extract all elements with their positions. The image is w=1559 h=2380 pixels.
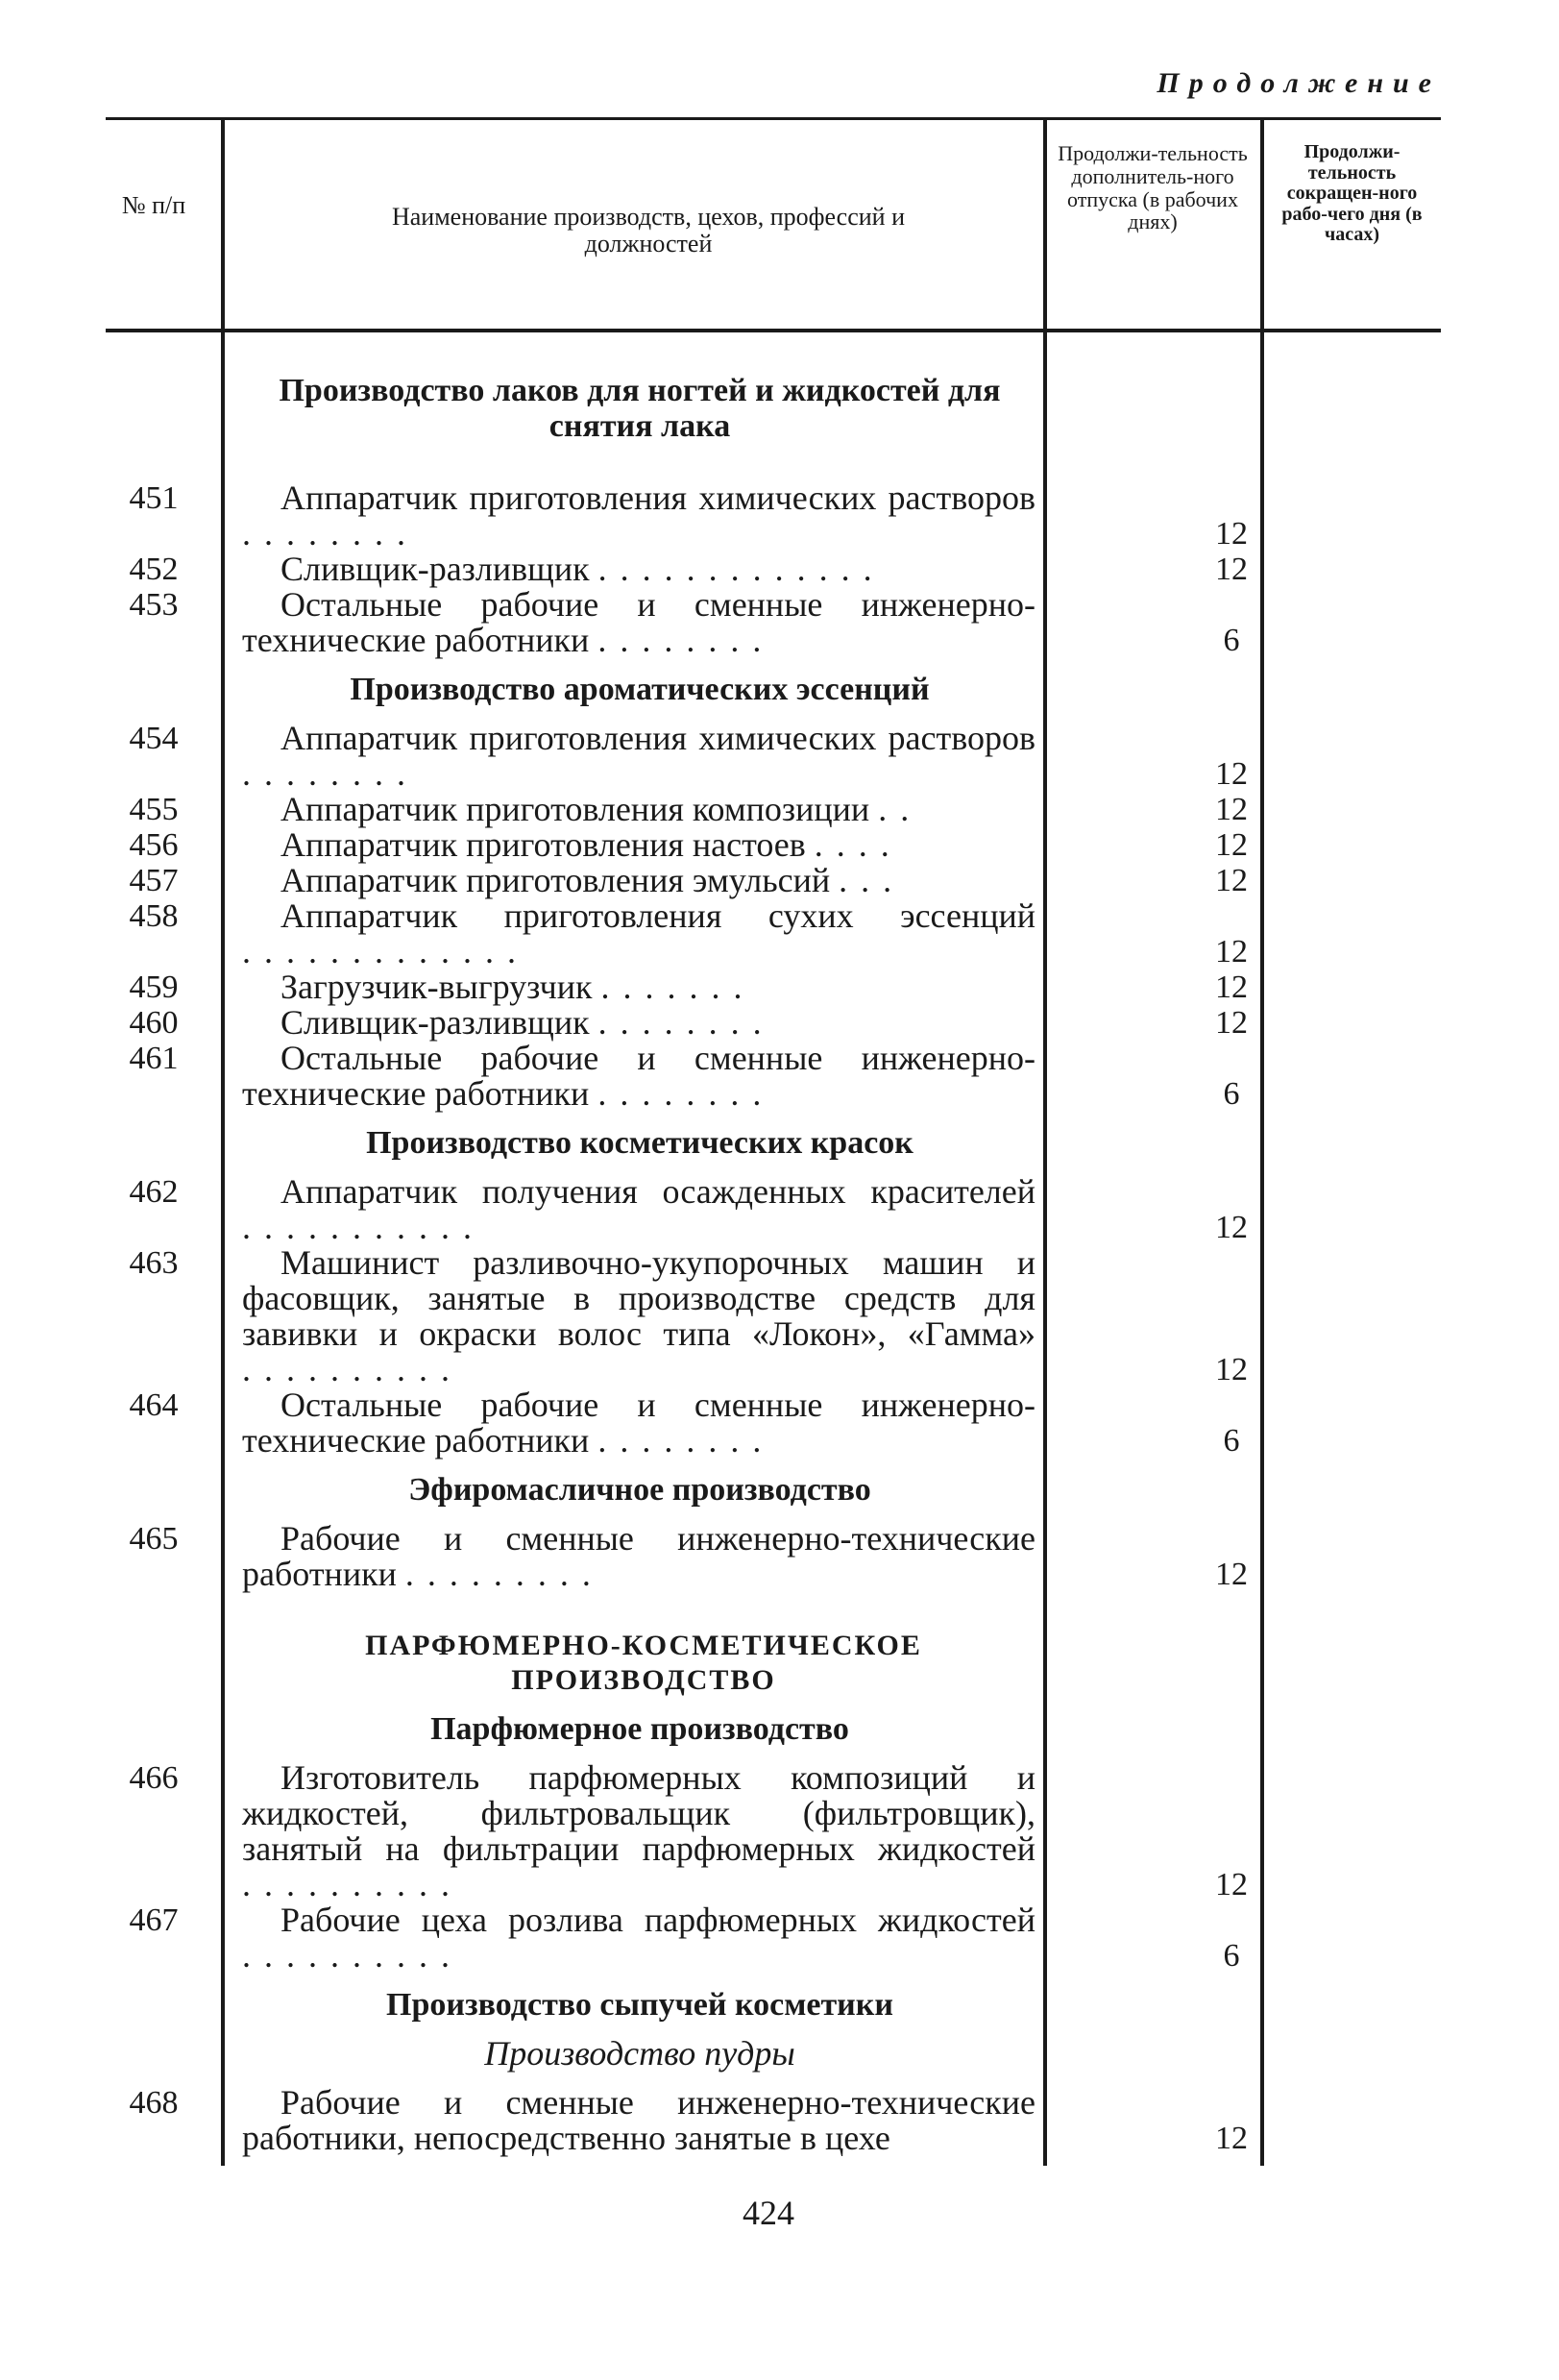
row-vacation: 12 [1215,1352,1248,1387]
row-vacation: 6 [1223,1076,1240,1112]
row-name: Аппаратчик приготовления сухих эссенций ............. [242,896,1035,970]
row-name: Аппаратчик получения осажденных красителей ........... [242,1172,1035,1246]
row-number: 466 [129,1760,179,1796]
header-shortday-column: Продолжи-тельность сокращен-ного рабо-чего дня (в часах) [1281,141,1423,246]
row-number: 455 [129,792,179,827]
row-name: Аппаратчик приготовления настоев .... [280,825,903,864]
header-number-column: № п/п [121,191,186,219]
row-name: Остальные рабочие и сменные инженерно-технические работники ........ [242,585,1035,659]
row-number: 465 [129,1521,179,1557]
row-name: Сливщик-разливщик ............. [280,550,886,588]
row-number: 462 [129,1174,179,1210]
row-number: 456 [129,827,179,863]
header-vacation-column: Продолжи-тельность дополнитель-ного отпуска (в рабочих днях) [1058,141,1248,234]
table-top-rule [106,117,1441,120]
row-name: Остальные рабочие и сменные инженерно-технические работники ........ [242,1039,1035,1113]
row-number: 457 [129,863,179,898]
table-row [0,1005,1559,1041]
row-vacation: 6 [1223,1938,1240,1974]
section-heading: Парфюмерное производство [430,1711,849,1747]
section-heading: Производство косметических красок [366,1125,913,1161]
row-name: Аппаратчик приготовления химических растворов ........ [242,719,1035,793]
row-vacation: 12 [1215,756,1248,792]
header-name-column: Наименование производств, цехов, профессий и должностей [391,203,905,258]
row-number: 464 [129,1387,179,1423]
table-row [0,792,1559,827]
table-row [0,863,1559,898]
row-name: Изготовитель парфюмерных композиций и жидкостей, фильтровальщик (фильтровщик), занятый на фильтрации парфюмерных жидкостей .......... [242,1758,1035,1903]
table-row [0,1521,1559,1592]
row-name: Загрузчик-выгрузчик ....... [280,968,756,1006]
header-bottom-rule [106,329,1441,332]
table-row [0,552,1559,587]
row-number: 452 [129,552,179,587]
row-number: 463 [129,1245,179,1281]
row-vacation: 12 [1215,2121,1248,2156]
row-number: 459 [129,969,179,1005]
row-vacation: 12 [1215,934,1248,969]
row-number: 458 [129,898,179,934]
section-heading: Эфиромасличное производство [408,1472,871,1508]
section-heading: Производство ароматических эссенций [350,672,930,707]
row-vacation: 12 [1215,1210,1248,1245]
row-number: 451 [129,480,179,516]
row-vacation: 12 [1215,516,1248,552]
section-heading: ПАРФЮМЕРНО-КОСМЕТИЧЕСКОЕ ПРОИЗВОДСТВО [365,1630,922,1696]
section-heading: Производство лаков для ногтей и жидкостей для снятия лака [279,373,1001,444]
row-vacation: 12 [1215,1005,1248,1041]
row-vacation: 12 [1215,552,1248,587]
table-row [0,898,1559,969]
row-name: Машинист разливочно-укупорочных машин и фасовщик, занятые в производстве средств для завивки и окраски волос типа «Локон», «Гамма» .......... [242,1243,1035,1388]
row-name: Рабочие и сменные инженерно-технические работники, непосредственно занятые в цехе [242,2083,1035,2157]
row-number: 467 [129,1902,179,1938]
table-row [0,969,1559,1005]
page-number: 424 [743,2194,794,2232]
table-row [0,1041,1559,1112]
table-row [0,1245,1559,1387]
table-row [0,1174,1559,1245]
table-row [0,2085,1559,2156]
row-vacation: 6 [1223,623,1240,658]
table-row [0,721,1559,792]
row-name: Рабочие цеха розлива парфюмерных жидкостей .......... [242,1901,1035,1975]
row-name: Сливщик-разливщик ........ [280,1003,775,1042]
row-name: Аппаратчик приготовления композиции .. [280,790,923,828]
section-heading: Производство сыпучей косметики [386,1987,893,2023]
row-vacation: 12 [1215,827,1248,863]
row-name: Аппаратчик приготовления эмульсий ... [280,861,906,899]
row-number: 461 [129,1041,179,1076]
table-row [0,1902,1559,1974]
row-number: 454 [129,721,179,756]
row-vacation: 12 [1215,1867,1248,1902]
table-row [0,1760,1559,1902]
row-vacation: 12 [1215,863,1248,898]
row-vacation: 12 [1215,1557,1248,1592]
section-subheading: Производство пудры [484,2034,795,2073]
row-name: Рабочие и сменные инженерно-технические работники ......... [242,1519,1035,1593]
row-number: 453 [129,587,179,623]
table-row [0,587,1559,658]
table-body [0,373,1559,2156]
table-row [0,827,1559,863]
row-vacation: 12 [1215,792,1248,827]
table-row [0,480,1559,552]
row-name: Остальные рабочие и сменные инженерно-технические работники ........ [242,1386,1035,1460]
row-vacation: 12 [1215,969,1248,1005]
row-number: 468 [129,2085,179,2121]
row-vacation: 6 [1223,1423,1240,1459]
row-number: 460 [129,1005,179,1041]
row-name: Аппаратчик приготовления химических растворов ........ [242,478,1035,552]
table-row [0,1387,1559,1459]
running-head: Продолжение [1157,67,1441,99]
